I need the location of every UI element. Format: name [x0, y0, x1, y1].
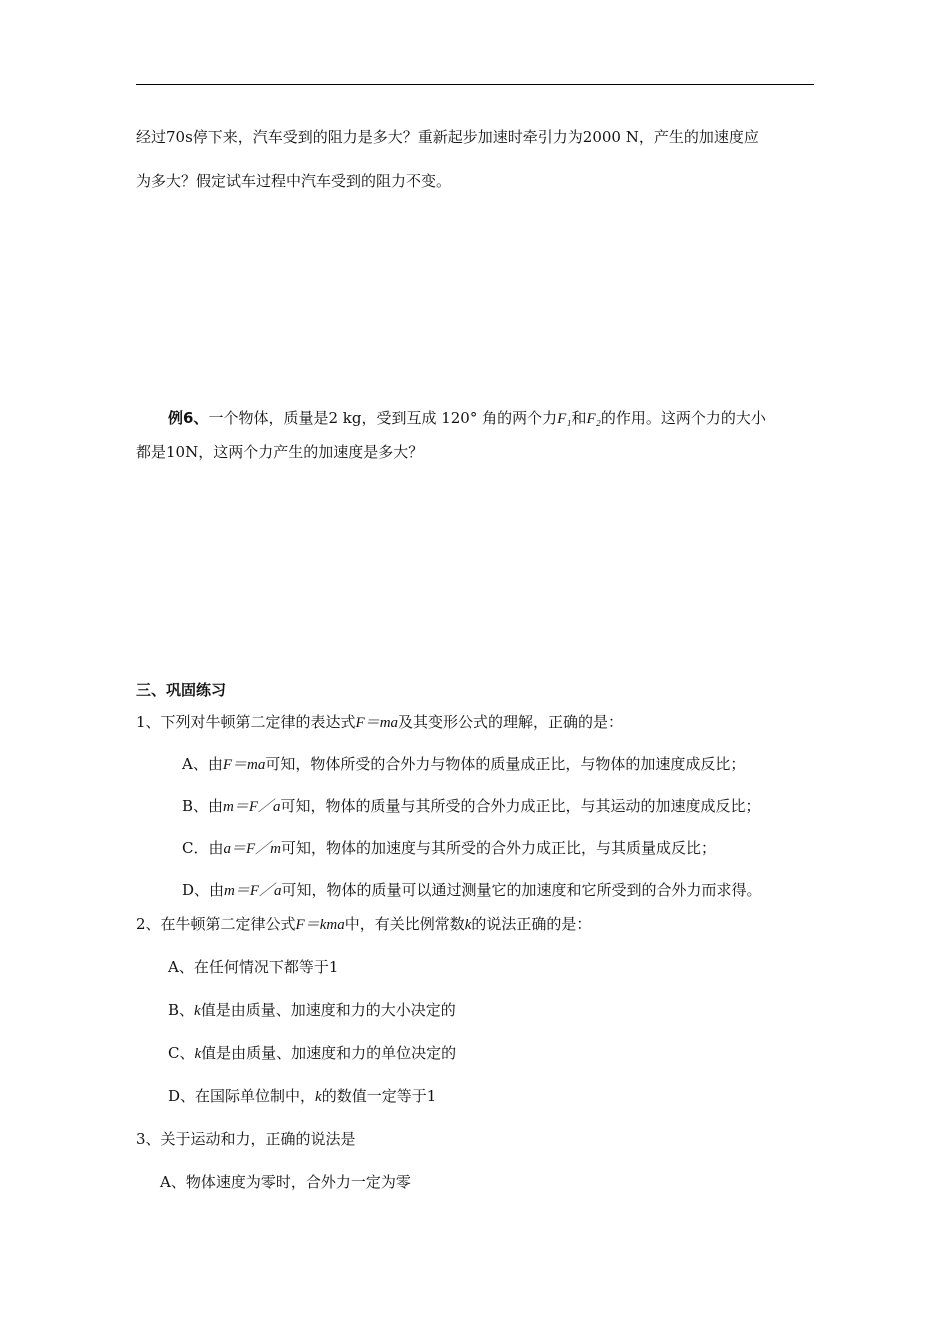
- q2-optC-k: k: [194, 1046, 202, 1062]
- header-rule: [136, 84, 814, 85]
- problem5-line2: 为多大？假定试车过程中汽车受到的阻力不变。: [136, 172, 452, 190]
- example6-and: 和: [571, 409, 587, 427]
- problem5-line1: 经过70s停下来，汽车受到的阻力是多大？重新起步加速时牵引力为2000 N，产生的加速度应: [136, 128, 759, 146]
- q1-optA-formula: F＝ma: [222, 757, 266, 773]
- q2-optD-k: k: [315, 1089, 322, 1105]
- section3-heading: 三、巩固练习: [136, 681, 227, 699]
- example6-text: 一个物体，质量是2 kg，受到互成 120° 角的两个力: [208, 409, 558, 427]
- q3-option-a: A、物体速度为零时，合外力一定为零: [160, 1173, 411, 1191]
- q2-optC-prefix: C、: [168, 1044, 195, 1062]
- q2-optC-text: 值是由质量、加速度和力的单位决定的: [201, 1044, 457, 1062]
- q1-option-c: [182, 837, 716, 860]
- q1-stem: [136, 711, 623, 734]
- q2-option-b: [168, 999, 456, 1022]
- force-f1: F₁: [557, 411, 572, 427]
- q2-optD-text: 的数值一定等于1: [321, 1087, 437, 1105]
- q1-formula: F＝ma: [355, 715, 399, 731]
- q2-option-c: [168, 1042, 456, 1065]
- example6-line1: [168, 407, 766, 430]
- q2-optB-text: 值是由质量、加速度和力的大小决定的: [200, 1001, 456, 1019]
- q2-stem-b: 中，有关比例常数: [344, 915, 465, 933]
- q2-k: k: [464, 917, 472, 933]
- q1-stem-b: 及其变形公式的理解，正确的是：: [398, 713, 624, 731]
- example6-text-end: 的作用。这两个力的大小: [600, 409, 766, 427]
- q1-stem-a: 1、下列对牛顿第二定律的表达式: [136, 713, 356, 731]
- q1-optB-text: 可知，物体的质量与其所受的合外力成正比，与其运动的加速度成反比；: [280, 797, 761, 815]
- q1-optC-prefix: C．由: [182, 839, 224, 857]
- q1-option-b: [182, 795, 761, 818]
- q2-stem: [136, 913, 591, 936]
- q1-optD-formula: m＝F／a: [224, 883, 282, 899]
- q1-optD-prefix: D、由: [182, 881, 225, 899]
- q1-option-a: [182, 753, 745, 776]
- example6-line2: 都是10N，这两个力产生的加速度是多大？: [136, 443, 424, 461]
- q2-stem-a: 2、在牛顿第二定律公式: [136, 915, 296, 933]
- q1-optA-prefix: A、由: [182, 755, 223, 773]
- q1-optB-formula: m＝F／a: [223, 799, 281, 815]
- q1-option-d: [182, 879, 762, 902]
- q1-optC-formula: a＝F／m: [223, 841, 281, 857]
- q1-optA-text: 可知，物体所受的合外力与物体的质量成正比，与物体的加速度成反比；: [265, 755, 746, 773]
- q2-stem-c: 的说法正确的是：: [471, 915, 592, 933]
- force-f2: F₂: [586, 411, 601, 427]
- q1-optD-text: 可知，物体的质量可以通过测量它的加速度和它所受到的合外力而求得。: [281, 881, 762, 899]
- q2-formula: F＝kma: [295, 917, 345, 933]
- q2-optB-prefix: B、: [168, 1001, 195, 1019]
- example6-label: 例6、: [168, 409, 209, 427]
- q1-optC-text: 可知，物体的加速度与其所受的合外力成正比，与其质量成反比；: [280, 839, 716, 857]
- q2-optB-k: k: [194, 1003, 201, 1019]
- q2-option-d: [168, 1085, 436, 1108]
- q3-stem: 3、关于运动和力，正确的说法是: [136, 1130, 356, 1148]
- q1-optB-prefix: B、由: [182, 797, 224, 815]
- q2-option-a: A、在任何情况下都等于1: [168, 958, 339, 976]
- q2-optD-prefix: D、在国际单位制中，: [168, 1087, 316, 1105]
